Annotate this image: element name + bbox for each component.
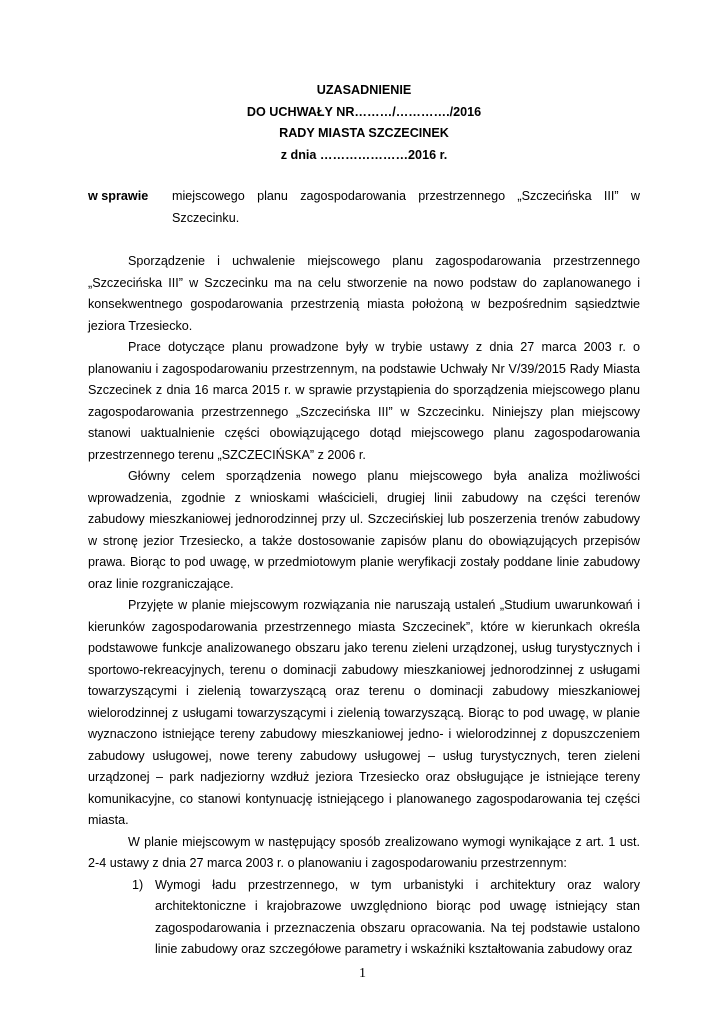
paragraph: Prace dotyczące planu prowadzone były w trybie ustawy z dnia 27 marca 2003 r. o planowaniu i zagospodarowaniu przestrzennym, na podstawie Uchwały Nr V/39/2015 Rady Miasta Szczecinek z dnia 16 marca 2015 r. w sprawie przystąpienia do sporządzenia miejscowego planu zagospodarowania przestrzennego „Szczecińska III” w Szczecinku. Niniejszy plan miejscowy stanowi uaktualnienie części obowiązującego dotąd miejscowego planu zagospodarowania przestrzennego terenu „SZCZECIŃSKA” z 2006 r. (88, 340, 640, 462)
document-body (88, 251, 640, 961)
document-heading (88, 80, 640, 166)
page-number: 1 (359, 966, 366, 981)
paragraph: Główny celem sporządzenia nowego planu miejscowego była analiza możliwości wprowadzenia, zgodnie z wnioskami właścicieli, drugiej linii zabudowy na części terenów zabudowy mieszkaniowej jednorodzinnej przy ul. Szczecińskiej lub poszerzenia trenów zabudowy w stronę jezior Trzesiecko, a także dostosowanie zapisów planu do obowiązujących przepisów prawa. Biorąc to pod uwagę, w przedmiotowym planie weryfikacji zostały poddane linie zabudowy oraz linie rozgraniczające. (88, 469, 640, 591)
heading-council: RADY MIASTA SZCZECINEK (279, 126, 449, 140)
subject-text: miejscowego planu zagospodarowania przestrzennego „Szczecińska III” w Szczecinku. (172, 189, 640, 225)
heading-title: UZASADNIENIE (316, 83, 412, 97)
heading-resolution-number: DO UCHWAŁY NR………/…………./2016 (246, 104, 482, 119)
list-item (88, 875, 640, 961)
paragraph: Przyjęte w planie miejscowym rozwiązania nie naruszają ustaleń „Studium uwarunkowań i kierunków zagospodarowania przestrzennego miasta Szczecinek”, które w kierunkach określa podstawowe funkcje analizowanego obszaru jako terenu zieleni urządzonej, usług turystycznych i sportowo-rekreacyjnych, terenu o dominacji zabudowy mieszkaniowej jednorodzinnej z usługami towarzyszącymi i zielenią towarzyszącą oraz terenu o dominacji zabudowy mieszkaniowej wielorodzinnej z usługami towarzyszącymi i zielenią towarzyszącą. Biorąc to pod uwagę, w planie wyznaczono istniejące tereny zabudowy mieszkaniowej jedno- i wielorodzinnej z dopuszczeniem zabudowy usługowej, nowe tereny zabudowy usługowej – usług turystycznych, teren zieleni urządzonej – park nadjeziorny wzdłuż jeziora Trzesiecko oraz obsługujące je istniejące tereny komunikacyjne, co stanowi kontynuację istniejącego i planowanego zagospodarowania tej części miasta. (88, 598, 640, 827)
heading-date: z dnia …………………2016 r. (280, 147, 448, 162)
requirements-list (88, 875, 640, 961)
paragraph: Sporządzenie i uchwalenie miejscowego planu zagospodarowania przestrzennego „Szczecińska III” w Szczecinku ma na celu stworzenie na nowo podstaw do zaplanowanego i konsekwentnego gospodarowania przestrzenią miasta położoną w bezpośrednim sąsiedztwie jeziora Trzesiecko. (88, 254, 640, 333)
paragraph: W planie miejscowym w następujący sposób zrealizowano wymogi wynikające z art. 1 ust. 2-4 ustawy z dnia 27 marca 2003 r. o planowaniu i zagospodarowaniu przestrzennym: (88, 834, 640, 870)
subject-label: w sprawie (88, 189, 149, 203)
list-item-number: 1) (132, 877, 144, 892)
list-item-text: Wymogi ładu przestrzennego, w tym urbanistyki i architektury oraz walory architektoniczne i krajobrazowe uwzględniono biorąc pod uwagę istniejący stan zagospodarowania i przeznaczenia obszaru opracowania. Na tej podstawie ustalono linie zabudowy oraz szczegółowe parametry i wskaźniki kształtowania zabudowy oraz (155, 877, 640, 956)
